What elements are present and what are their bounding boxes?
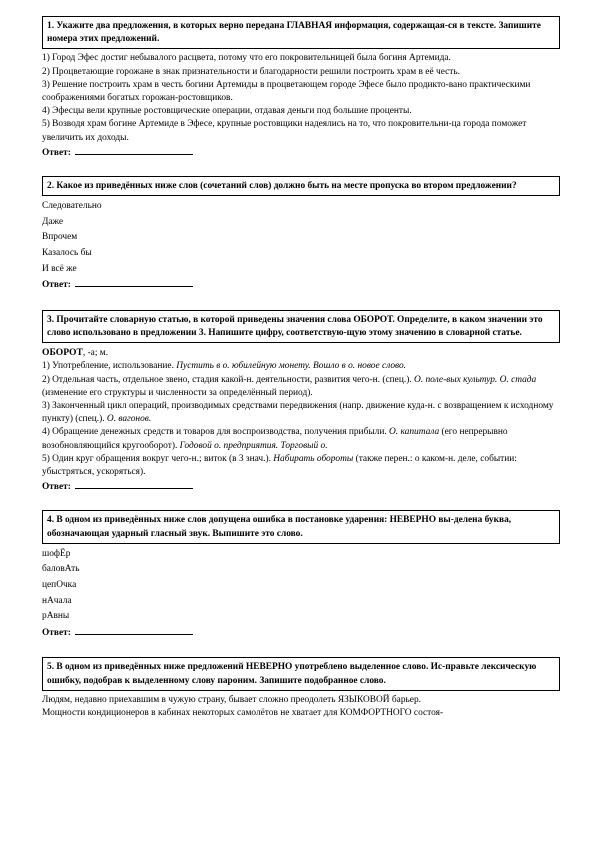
task-3 bbox=[42, 310, 560, 495]
task-1 bbox=[42, 16, 560, 160]
task-1-option-4: 4) Эфесцы вели крупные ростовщические операции, отдавая деньги под большие проценты. bbox=[42, 106, 412, 117]
answer-label: Ответ: bbox=[42, 280, 71, 291]
task-5-sentences bbox=[42, 694, 560, 720]
task-4-option-4: нАчала bbox=[42, 595, 72, 606]
answer-line[interactable] bbox=[75, 277, 193, 287]
task-4-answer bbox=[42, 625, 560, 642]
definition-2: 2) Отдельная часть, отдельное звено, стадия какой-н. деятельности, развития чего-н. (спец.). О. поле-вых культур. О. стада (изменение его структуры и численности за определённый период). bbox=[42, 374, 537, 398]
definition-4: 4) Обращение денежных средств и товаров для воспроизводства, получения прибыли. О. капитала (его непрерывно возобновляющийся кругооборот). Годовой о. предприятия. Торговый о. bbox=[42, 427, 508, 451]
task-3-question: 3. Прочитайте словарную статью, в которой приведены значения слова ОБОРОТ. Определите, в каком значении это слово использовано в предложении 3. Напишите цифру, соответствую-щую этому значению в словарной статье. bbox=[42, 310, 560, 343]
task-2-option-3: Впрочем bbox=[42, 232, 78, 243]
task-4-option-1: шофЁр bbox=[42, 548, 71, 559]
task-2-answer bbox=[42, 277, 560, 294]
task-2 bbox=[42, 176, 560, 294]
task-1-options bbox=[42, 52, 560, 160]
task-1-question: 1. Укажите два предложения, в которых верно передана ГЛАВНАЯ информация, содержащая-ся в тексте. Запишите номера этих предложений. bbox=[42, 16, 560, 49]
task-4-option-3: цепОчка bbox=[42, 580, 77, 591]
task-4-option-2: баловАть bbox=[42, 564, 80, 575]
task-2-options bbox=[42, 199, 560, 294]
task-2-option-2: Даже bbox=[42, 216, 64, 227]
answer-line[interactable] bbox=[75, 479, 193, 489]
task-3-dictionary-entry bbox=[42, 346, 560, 494]
task-1-option-3: 3) Решение построить храм в честь богини Артемиды в процветающем городе Эфесе было продикто-вано практическими соображениями богатых горожан-ростовщиков. bbox=[42, 79, 531, 104]
task-2-option-4: Казалось бы bbox=[42, 248, 92, 259]
task-2-question: 2. Какое из приведённых ниже слов (сочетаний слов) должно быть на месте пропуска во втором предложении? bbox=[42, 176, 560, 196]
task-1-option-2: 2) Процветающие горожане в знак признательности и благодарности решили построить храм в её честь. bbox=[42, 66, 460, 77]
worksheet bbox=[42, 16, 560, 738]
task-4 bbox=[42, 510, 560, 641]
task-2-option-1: Следовательно bbox=[42, 201, 102, 212]
dictionary-grammar: , -а; м. bbox=[82, 348, 109, 359]
answer-label: Ответ: bbox=[42, 627, 71, 638]
answer-line[interactable] bbox=[75, 625, 193, 635]
task-4-option-5: рАвны bbox=[42, 611, 70, 622]
task-5 bbox=[42, 657, 560, 720]
definition-5: 5) Один круг обращения вокруг чего-н.; виток (в 3 знач.). Набирать обороты (также перен.: о каком-н. деле, событии: убыстряться, ускоряться). bbox=[42, 453, 517, 478]
task-4-options bbox=[42, 547, 560, 642]
answer-label: Ответ: bbox=[42, 147, 71, 158]
dictionary-headword: ОБОРОТ bbox=[42, 347, 83, 359]
task-4-question: 4. В одном из приведённых ниже слов допущена ошибка в постановке ударения: НЕВЕРНО вы-делена буква, обозначающая ударный гласный звук. Выпишите это слово. bbox=[42, 510, 560, 543]
task-5-sentence-2: Мощности кондиционеров в кабинах некоторых самолётов не хватает для КОМФОРТНОГО состоя- bbox=[42, 708, 444, 719]
task-3-answer bbox=[42, 479, 560, 494]
task-1-option-1: 1) Город Эфес достиг небывалого расцвета, потому что его покровительницей была богиня Артемида. bbox=[42, 53, 451, 64]
task-5-sentence-1: Людям, недавно приехавшим в чужую страну, бывает сложно преодолеть ЯЗЫКОВОЙ барьер. bbox=[42, 694, 421, 705]
answer-line[interactable] bbox=[75, 145, 193, 155]
definition-3: 3) Законченный цикл операций, производимых средствами передвижения (напр. движение куда-н. с возвращением к исходному пункту) (спец.). О. вагонов. bbox=[42, 401, 554, 425]
task-1-option-5: 5) Возводя храм богине Артемиде в Эфесе, крупные ростовщики надеялись на то, что покровительни-ца города поможет увеличить их доходы. bbox=[42, 119, 527, 143]
task-2-option-5: И всё же bbox=[42, 263, 77, 274]
dictionary-headword-line bbox=[42, 346, 560, 360]
task-1-answer bbox=[42, 145, 560, 160]
task-5-question: 5. В одном из приведённых ниже предложений НЕВЕРНО употреблено выделенное слово. Ис-правьте лексическую ошибку, подобрав к выделенному слову пароним. Запишите подобранное слово. bbox=[42, 657, 560, 690]
answer-label: Ответ: bbox=[42, 482, 71, 493]
definition-1: 1) Употребление, использование. Пустить в о. юбилейную монету. Вошло в о. новое слово. bbox=[42, 361, 406, 372]
